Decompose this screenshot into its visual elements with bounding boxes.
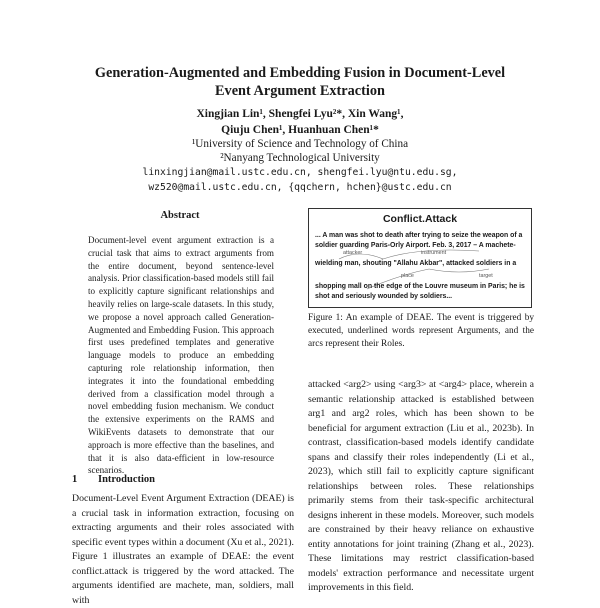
section-heading-introduction	[72, 474, 292, 485]
arc-target	[429, 269, 489, 272]
right-column-paragraph: attacked <arg2> using <arg3> at <arg4> place, wherein a semantic relationship attacked is established between arg1 and arg2 roles, which has been shown to be beneficial for argument extraction (Liu et al., 2023b). In contrast, classification-based models identify candidate spans and classify their roles independently (Li et al., 2023), which still fail to explicitly capture significant relationships between roles. These relationships primarily stems from their task-specific architectural designs inherent in these models. Moreover, such models are constrained by their heavy reliance on exhaustive entity annotations for joint training (Zhang et al., 2023). These limitations may restrict classification-based models' extraction performance and necessitate urgent improvements in this field.	[308, 379, 534, 593]
figure-1	[308, 208, 532, 308]
label-place: place	[401, 273, 414, 279]
email-line2: wz520@mail.ustc.edu.cn, {qqchern, hchen}@ustc.edu.cn	[148, 182, 452, 193]
paper-title	[40, 64, 560, 100]
figure-line-3: wielding man, shouting "Allahu Akbar", attacked soldiers in a	[315, 260, 517, 267]
figure-title: Conflict.Attack	[382, 213, 458, 225]
paper-title-line2: Event Argument Extraction	[215, 83, 385, 99]
authors	[60, 106, 540, 138]
intro-paragraph: Document-Level Event Argument Extraction (DEAE) is a crucial task in information extraction, focusing on extracting arguments and their roles associated with specific event types within a document (Xu et al., 2021). Figure 1 illustrates an example of DEAE: the event conflict.attack is triggered by the word attacked. The arguments identified are machete, man, soldiers, mall with	[72, 493, 294, 606]
label-target: target	[479, 273, 493, 279]
paper-title-line1: Generation-Augmented and Embedding Fusion in Document-Level	[94, 65, 506, 81]
abstract-heading: Abstract	[160, 210, 200, 221]
email-line1: linxingjian@mail.ustc.edu.cn, shengfei.lyu@ntu.edu.sg,	[142, 167, 458, 178]
figure-line-2: soldier guarding Paris-Orly Airport. Feb. 3, 2017 – A machete-	[315, 242, 516, 249]
section-number: 1	[72, 474, 78, 485]
authors-line2: Qiuju Chen¹, Huanhuan Chen¹*	[221, 124, 379, 136]
authors-line1: Xingjian Lin¹, Shengfei Lyu²*, Xin Wang¹,	[196, 108, 404, 120]
figure-caption: Figure 1: An example of DEAE. The event is triggered by executed, underlined words represent Arguments, and the arcs represent their Roles.	[308, 313, 534, 350]
affiliation-1: ¹University of Science and Technology of China	[191, 138, 409, 150]
label-attacker: attacker	[343, 250, 363, 256]
abstract-text: Document-level event argument extraction is a crucial task that aims to extract arguments from the entire document, beyond sentence-level analysis. Prior classification-based models still fail to explicitly capture significant relationships and heavily relies on large-scale datasets. In this study, we propose a novel approach called Generation-Augmented and Embedding Fusion. This approach first uses predefined templates and generative language models to produce an embedding capturing role relationship information, then integrates it into the foundational embedding derived from a classification model through a novel embedding fusion mechanism. We conduct the extensive experiments on the RAMS and WikiEvents datasets to demonstrate that our approach is more effective than the baselines, and that it is also data-efficient in low-resource scenarios.	[88, 235, 274, 476]
affiliation-2: ²Nanyang Technological University	[220, 152, 380, 164]
section-title: Introduction	[98, 474, 155, 485]
figure-line-4: shopping mall on the edge of the Louvre museum in Paris; he is	[315, 283, 525, 290]
label-instrument: instrument	[421, 250, 447, 256]
figure-line-1: ... A man was shot to death after trying to seize the weapon of a	[315, 232, 523, 239]
figure-line-5: shot and seriously wounded by soldiers...	[315, 293, 453, 300]
